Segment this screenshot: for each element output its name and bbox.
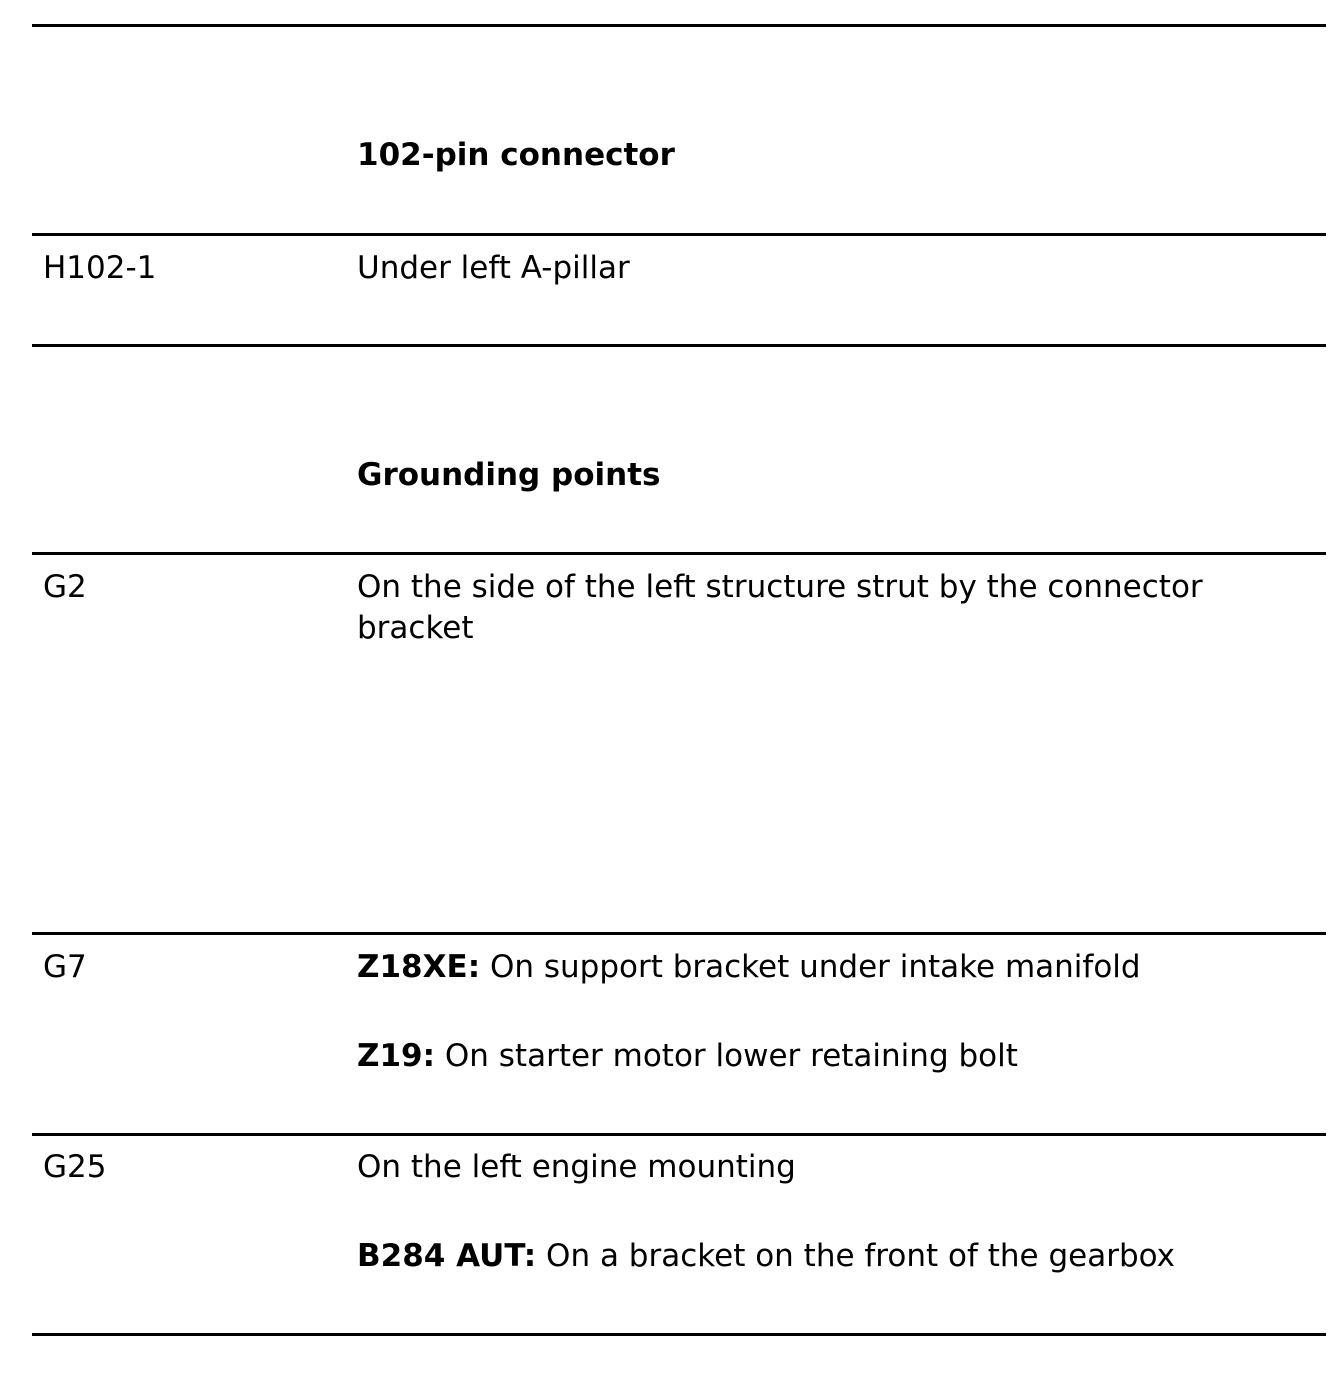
row-description: Under left A-pillar xyxy=(357,250,630,286)
model-label: Z19: xyxy=(357,1038,436,1074)
row-description-line xyxy=(357,1236,1175,1277)
table-rule xyxy=(32,932,1326,935)
line-text: On starter motor lower retaining bolt xyxy=(435,1038,1018,1074)
table-rule xyxy=(32,552,1326,555)
line-text: On support bracket under intake manifold xyxy=(480,949,1141,985)
model-label: B284 AUT: xyxy=(357,1238,537,1274)
section-heading-connector: 102-pin connector xyxy=(357,137,675,173)
table-rule xyxy=(32,1133,1326,1136)
table-rule xyxy=(32,233,1326,236)
row-id: H102-1 xyxy=(43,250,157,286)
row-description-line: On the left engine mounting xyxy=(357,1149,796,1185)
line-text: On a bracket on the front of the gearbox xyxy=(536,1238,1175,1274)
section-heading-grounding: Grounding points xyxy=(357,457,661,493)
row-description-line xyxy=(357,1036,1018,1077)
table-rule xyxy=(32,344,1326,347)
row-description: On the side of the left structure strut by the connector bracket xyxy=(357,569,1203,646)
row-id: G25 xyxy=(43,1149,107,1185)
row-description-line xyxy=(357,947,1141,988)
model-label: Z18XE: xyxy=(357,949,481,985)
table-rule xyxy=(32,24,1326,27)
row-id: G2 xyxy=(43,569,87,605)
table-rule xyxy=(32,1333,1326,1336)
row-id: G7 xyxy=(43,949,87,985)
